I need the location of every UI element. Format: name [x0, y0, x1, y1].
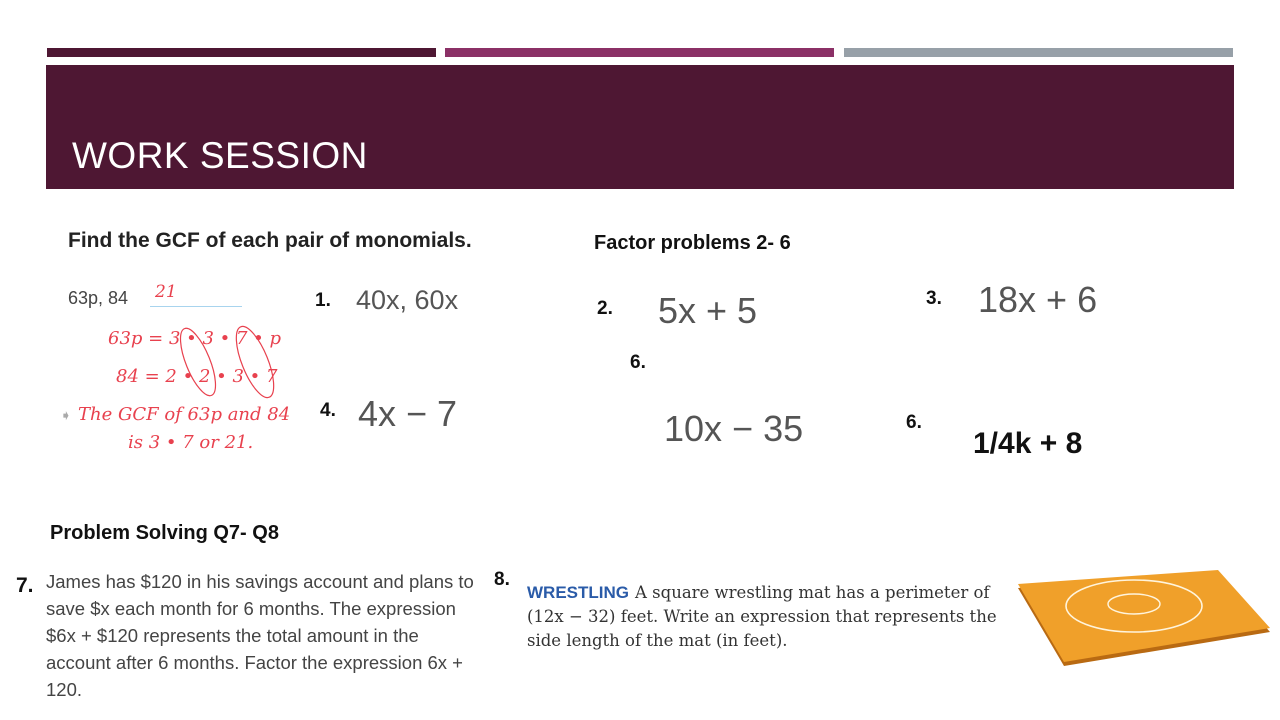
- problem-6a-number: 6.: [630, 352, 646, 373]
- problem-3-expression: 18x + 6: [978, 279, 1098, 320]
- question-8-text: A square wrestling mat has a perimeter of (12x − 32) feet. Write an expression that represents the side length of the mat (in feet).: [527, 583, 997, 650]
- accent-bar-dark: [47, 48, 436, 57]
- gcf-heading: Find the GCF of each pair of monomials.: [68, 229, 472, 252]
- question-7-number: 7.: [16, 574, 34, 597]
- question-8-body: [527, 581, 997, 653]
- example-conclusion-1: The GCF of 63p and 84: [78, 404, 291, 425]
- problem-4-expression: 4x − 7: [358, 393, 458, 434]
- problem-2-number: 2.: [597, 298, 613, 319]
- problem-1-number: 1.: [315, 290, 331, 311]
- problem-1-expression: 40x, 60x: [356, 285, 459, 315]
- problem-2-expression: 5x + 5: [658, 290, 758, 331]
- example-answer: 21: [155, 282, 177, 302]
- common-factor-circles: [160, 318, 290, 408]
- accent-bar-magenta: [445, 48, 834, 57]
- factor-heading: Factor problems 2- 6: [594, 232, 791, 254]
- problem-6b-expression: 1/4k + 8: [973, 427, 1083, 460]
- problem-3-number: 3.: [926, 288, 942, 309]
- arrow-icon: ➧: [60, 407, 72, 423]
- problem-4-number: 4.: [320, 400, 336, 421]
- example-factorization-2: 84 = 2 • 2 • 3 • 7: [116, 366, 278, 387]
- example-conclusion-2: is 3 • 7 or 21.: [128, 432, 254, 453]
- title-banner: [46, 65, 1234, 189]
- question-8-keyword: WRESTLING: [527, 583, 629, 602]
- question-7-text: James has $120 in his savings account and plans to save $x each month for 6 months. The expression $6x + $120 represents the total amount in the account after 6 months. Factor the expression 6x + 120.: [46, 571, 474, 700]
- slide-title: WORK SESSION: [72, 135, 368, 176]
- wrestling-mat-image: [1012, 570, 1274, 670]
- example-factorization-1: 63p = 3 • 3 • 7 • p: [108, 328, 282, 349]
- problem-solving-heading: Problem Solving Q7- Q8: [50, 522, 279, 544]
- problem-6a-expression: 10x − 35: [664, 408, 804, 449]
- problem-6b-number: 6.: [906, 412, 922, 433]
- example-pair: 63p, 84: [68, 288, 129, 308]
- question-8-number: 8.: [494, 569, 510, 590]
- answer-underline: [150, 306, 242, 307]
- accent-bar-gray: [844, 48, 1233, 57]
